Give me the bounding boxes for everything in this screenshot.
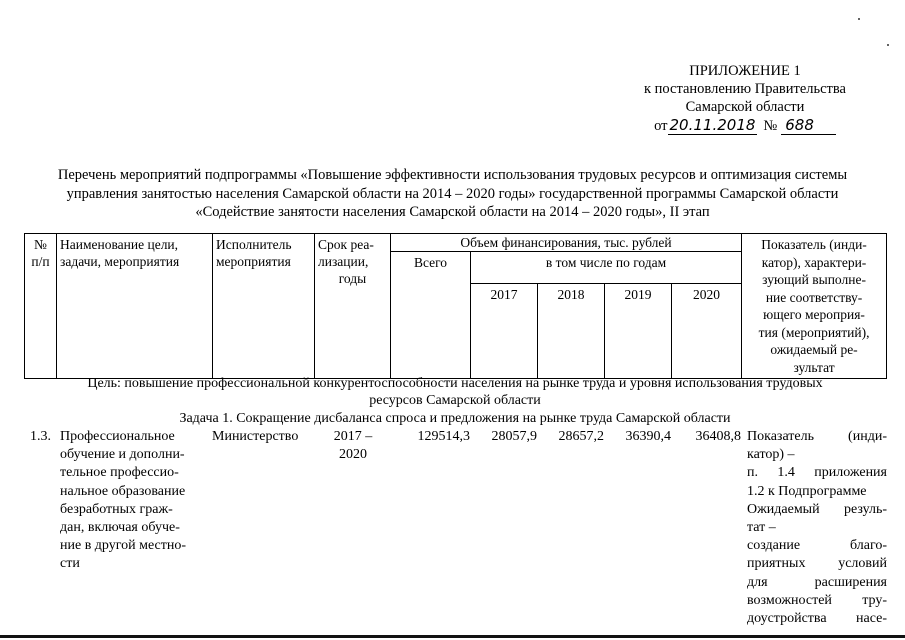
page-bottom-rule: [0, 635, 905, 638]
from-label: от: [654, 118, 668, 134]
row-2018: 28657,2: [558, 429, 604, 444]
col-year-header: 2020: [672, 284, 742, 379]
col-year-header: 2017: [471, 284, 538, 379]
row-number: 1.3.: [30, 429, 51, 444]
row-2017: 28057,9: [491, 429, 537, 444]
appendix-block: [600, 62, 890, 135]
appendix-heading: ПРИЛОЖЕНИЕ 1: [689, 63, 801, 79]
title-line: управления занятостью населения Самарской области на 2014 – 2020 годы» государственной программы Самарской области: [66, 185, 839, 202]
row-indicator: Показатель (инди- катор) – п. 1.4 приложения 1.2 к Подпрограмме Ожидаемый резуль- тат – создание благо- приятных условий для расширения возможностей тру- доустройства насе-: [747, 429, 887, 627]
col-byyears-header: в том числе по годам: [471, 252, 742, 284]
col-year-header: 2019: [605, 284, 672, 379]
col-executor-header: Исполнитель мероприятия: [213, 234, 315, 379]
col-year-header: 2018: [538, 284, 605, 379]
row-executor: Министерство: [212, 429, 299, 444]
col-term-header: Срок реа- лизации, годы: [315, 234, 391, 379]
row-2019: 36390,4: [625, 429, 671, 444]
row-term: 2017 – 2020: [333, 429, 373, 463]
appendix-line: Самарской области: [685, 99, 805, 115]
row-2020: 36408,8: [695, 429, 741, 444]
document-title: [20, 166, 885, 222]
row-total: 129514,3: [417, 429, 470, 444]
col-funding-header: Объем финансирования, тыс. рублей: [391, 234, 742, 252]
order-line: [600, 116, 890, 135]
scan-speck: [887, 44, 889, 46]
task-text: Задача 1. Сокращение дисбаланса спроса и предложения на рынке труда Самарской области: [179, 411, 731, 426]
table-header: [24, 233, 887, 379]
row-name: Профессиональное обучение и дополни- тельное профессио- нальное образование безработных граж- дан, включая обуче- ние в другой местно- сти: [60, 429, 187, 572]
goal-text: Цель: повышение профессиональной конкурентоспособности населения на рынке труда и уровня использования трудовых ресурсов Самарской области: [87, 376, 823, 408]
col-num-header: № п/п: [25, 234, 57, 379]
number-label: №: [763, 118, 778, 134]
title-line: Перечень мероприятий подпрограммы «Повышение эффективности использования трудовых ресурсов и оптимизация системы: [57, 167, 848, 183]
scan-speck: [858, 18, 860, 20]
col-name-header: Наименование цели, задачи, мероприятия: [57, 234, 213, 379]
appendix-line: к постановлению Правительства: [644, 81, 846, 97]
col-total-header: Всего: [391, 252, 471, 379]
title-line: «Содействие занятости населения Самарской области на 2014 – 2020 годы», II этап: [195, 204, 710, 220]
order-date: 20.11.2018: [669, 116, 756, 134]
col-indicator-header: Показатель (инди- катор), характери- зующий выполне- ние соответству- ющего мероприя- тия (мероприятий), ожидаемый ре- зультат: [742, 234, 887, 379]
order-number: 688: [781, 116, 836, 135]
